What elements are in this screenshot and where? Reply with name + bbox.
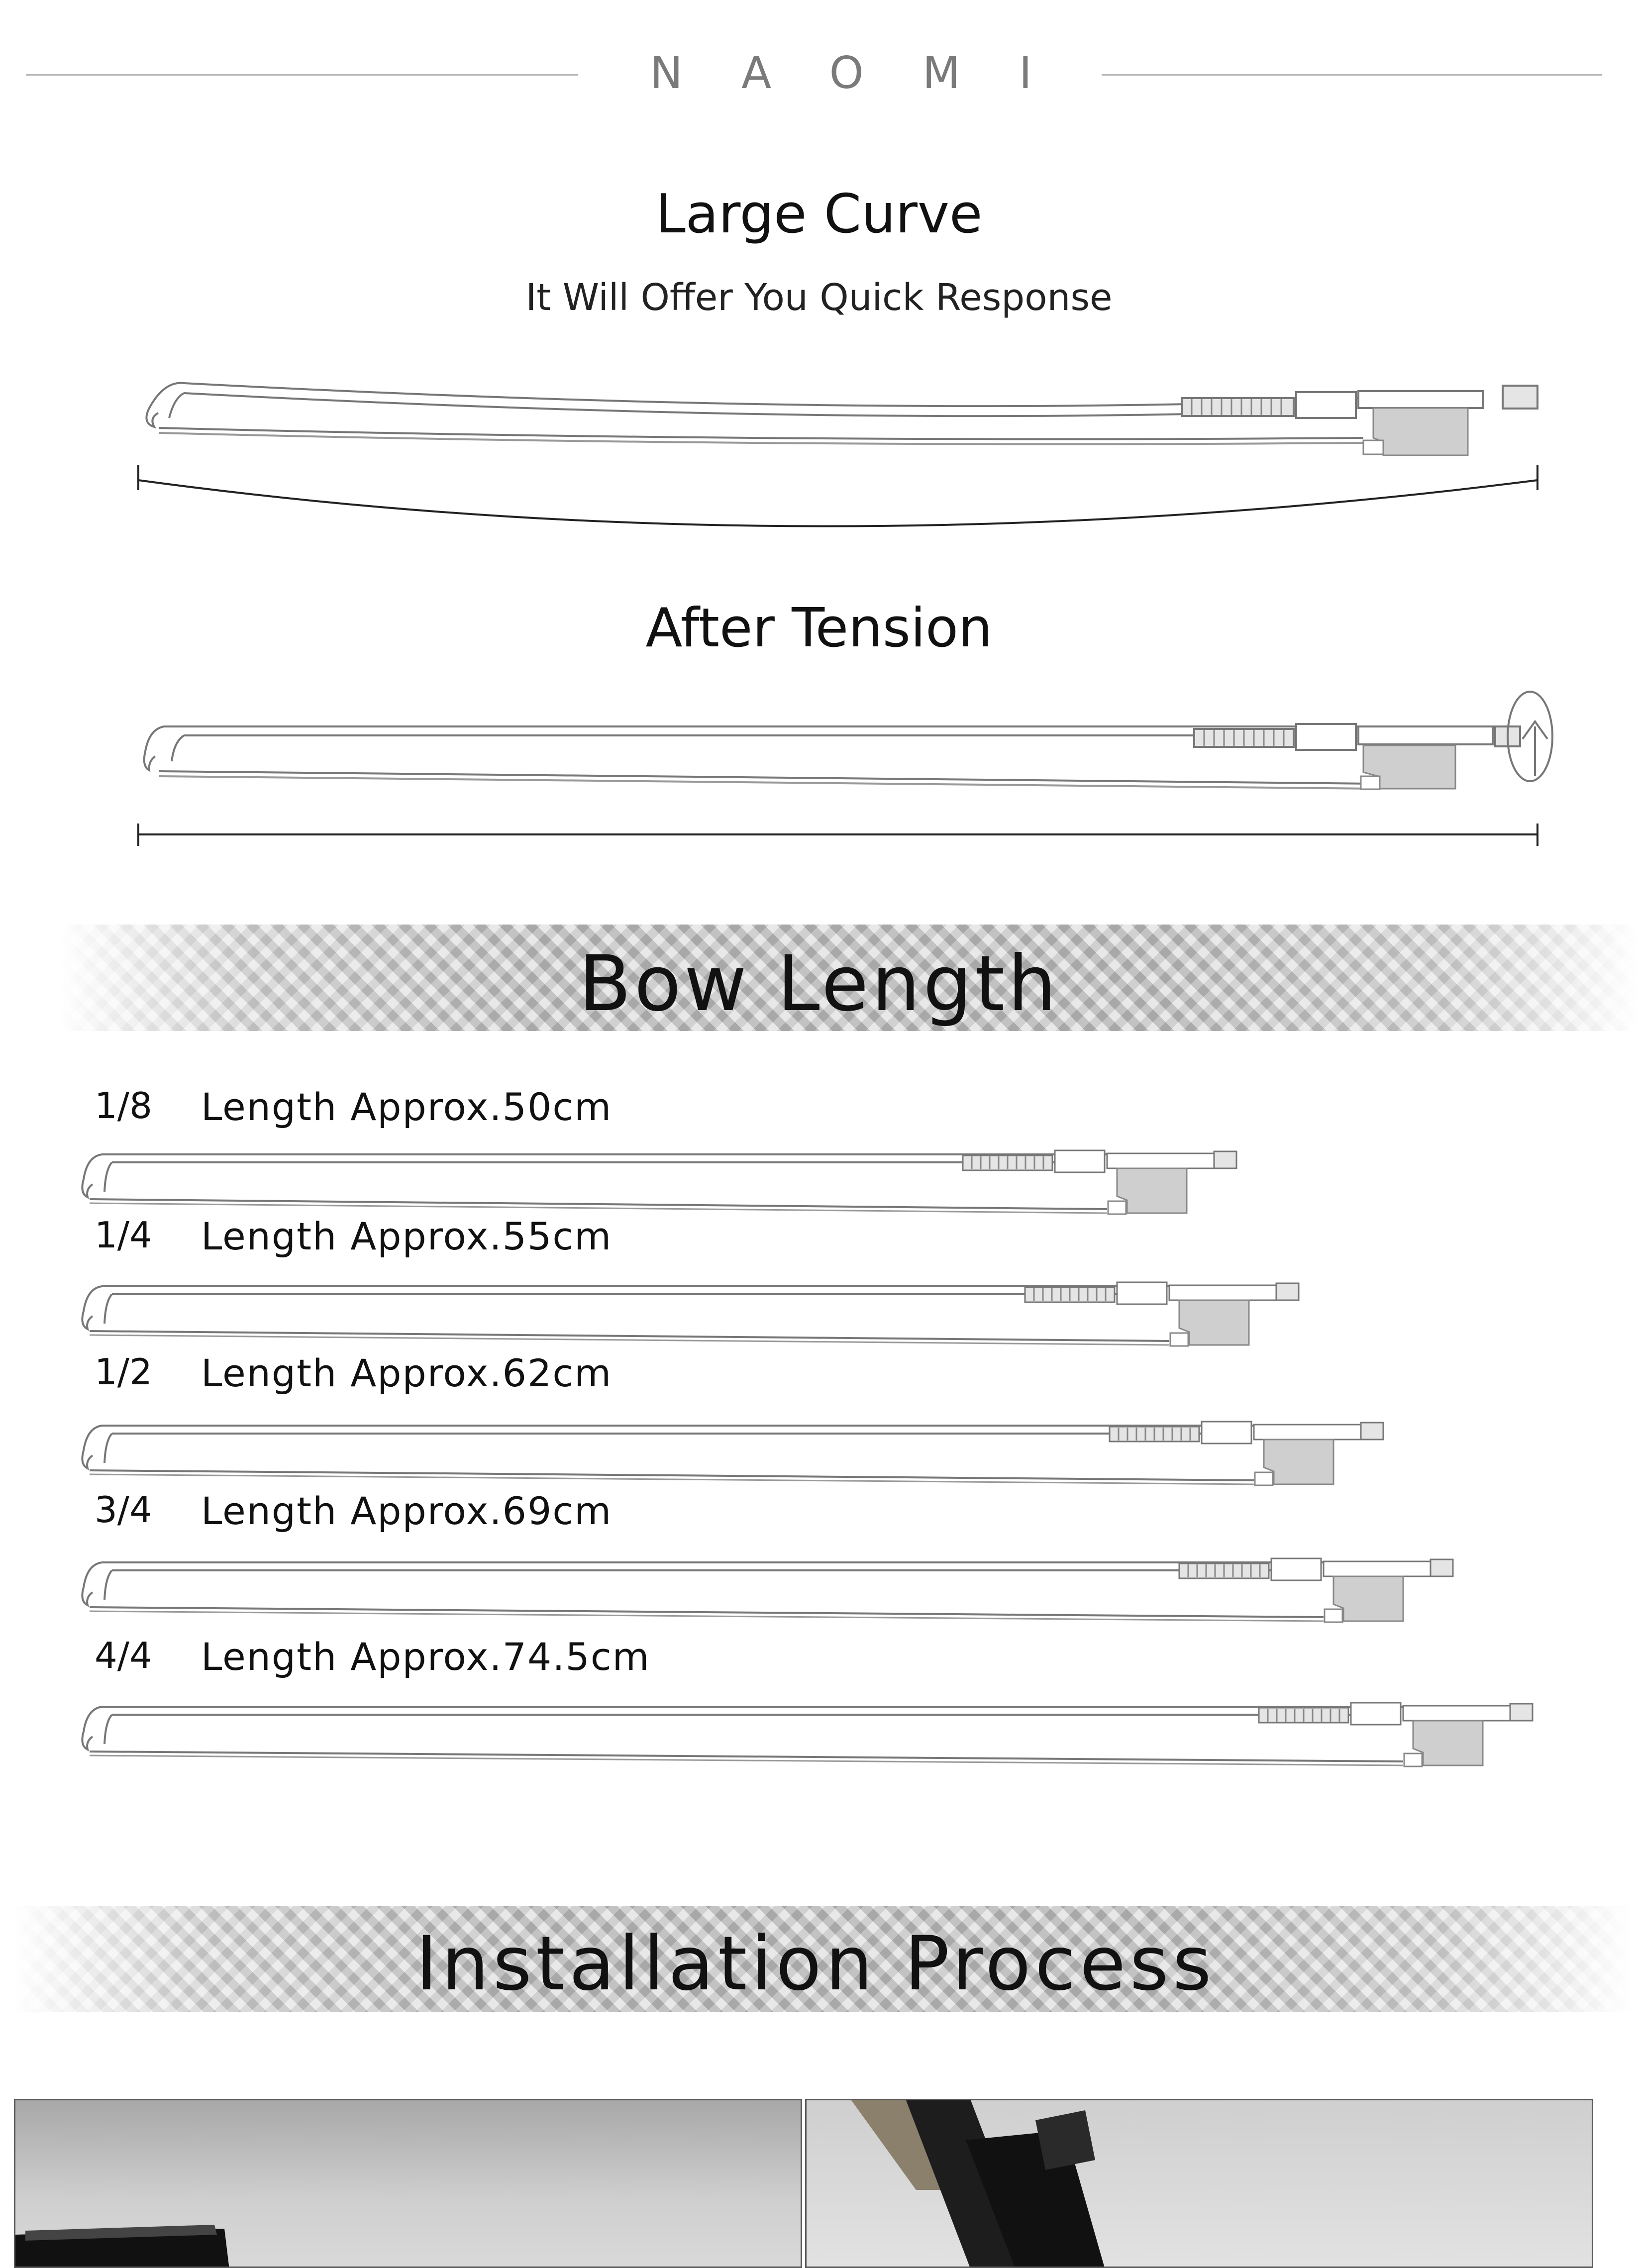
bow-size-3: [82, 1422, 1383, 1485]
size-length: Length Approx.50cm: [201, 1085, 613, 1129]
bow-size-4: [82, 1558, 1453, 1622]
bow-size-5: [82, 1703, 1533, 1766]
large-curve-title: Large Curve: [655, 183, 983, 245]
size-fraction: 4/4: [95, 1635, 152, 1676]
size-length: Length Approx.69cm: [201, 1489, 613, 1533]
large-curve-subtitle: It Will Offer You Quick Response: [525, 276, 1113, 319]
curved-bow-illustration: [0, 0, 1638, 547]
after-tension-title: After Tension: [645, 597, 993, 659]
installation-title: Installation Process: [415, 1921, 1216, 2007]
bow-size-2: [82, 1282, 1299, 1346]
size-fraction: 1/8: [95, 1085, 152, 1127]
bow-size-1: [82, 1150, 1236, 1214]
installation-photo-1: [14, 2099, 802, 2268]
installation-photo-2: [805, 2099, 1593, 2268]
bow-size-illustrations: [0, 1134, 1638, 1831]
size-fraction: 1/4: [95, 1214, 152, 1256]
installation-banner: [14, 1906, 1631, 2012]
bow-length-title: Bow Length: [579, 939, 1059, 1029]
bow-length-banner: [60, 925, 1638, 1031]
size-fraction: 1/2: [95, 1351, 152, 1393]
size-fraction: 3/4: [95, 1489, 152, 1531]
size-length: Length Approx.74.5cm: [201, 1635, 650, 1679]
brand-name: NAOMI: [650, 47, 1091, 99]
size-length: Length Approx.55cm: [201, 1214, 613, 1258]
size-length: Length Approx.62cm: [201, 1351, 613, 1395]
